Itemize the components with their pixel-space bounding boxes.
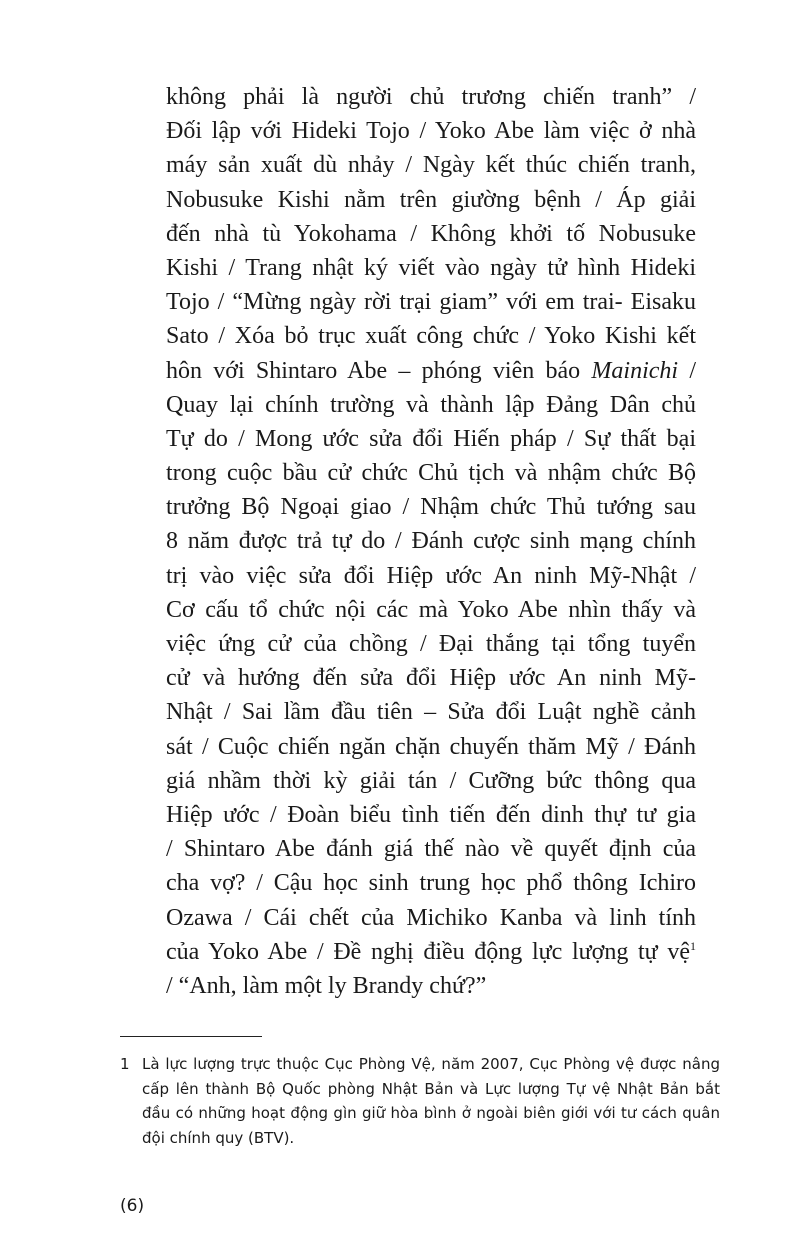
text-line <box>166 354 696 388</box>
text-line: Sato / Xóa bỏ trục xuất công chức / Yoko Kishi kết <box>166 323 696 350</box>
text-line: Ozawa / Cái chết của Michiko Kanba và linh tính <box>166 904 696 931</box>
text-line: Hiệp ước / Đoàn biểu tình tiến đến dinh thự tư gia <box>166 801 696 828</box>
text-line-part: hôn với Shintaro Abe – phóng viên báo <box>166 357 592 384</box>
text-line: / “Anh, làm một ly Brandy chứ?” <box>166 972 487 999</box>
footnote-line: cấp lên thành Bộ Quốc phòng Nhật Bản và Lực lượng Tự vệ Nhật Bản bắt <box>142 1079 720 1098</box>
text-line: Nhật / Sai lầm đầu tiên – Sửa đổi Luật nghề cảnh <box>166 699 696 726</box>
text-line: giá nhầm thời kỳ giải tán / Cưỡng bức thông qua <box>166 767 696 794</box>
body-text <box>166 80 696 1003</box>
text-line <box>166 935 696 969</box>
newspaper-name: Mainichi <box>591 357 679 384</box>
page-number: (6) <box>120 1196 145 1216</box>
text-line: sát / Cuộc chiến ngăn chặn chuyến thăm Mỹ / Đánh <box>166 733 696 760</box>
footnote-separator <box>120 1036 262 1037</box>
text-line: 8 năm được trả tự do / Đánh cược sinh mạng chính <box>166 528 696 555</box>
text-line: việc ứng cử của chồng / Đại thắng tại tổng tuyển <box>166 631 696 657</box>
footnote-text <box>142 1052 720 1150</box>
text-line-part: của Yoko Abe / Đề nghị điều động lực lượng tự vệ <box>166 938 690 965</box>
text-line: trong cuộc bầu cử chức Chủ tịch và nhậm chức Bộ <box>166 460 696 487</box>
footnote-line: đầu có những hoạt động gìn giữ hòa bình ở ngoài biên giới với tư cách quân <box>142 1104 720 1122</box>
text-line: trưởng Bộ Ngoại giao / Nhậm chức Thủ tướng sau <box>166 494 696 521</box>
footnote-line: Là lực lượng trực thuộc Cục Phòng Vệ, năm 2007, Cục Phòng vệ được nâng <box>142 1055 720 1073</box>
text-line: / Shintaro Abe đánh giá thế nào về quyết định của <box>166 836 696 863</box>
text-line: trị vào việc sửa đổi Hiệp ước An ninh Mỹ-Nhật / <box>166 562 696 589</box>
text-line: Tojo / “Mừng ngày rời trại giam” với em trai- Eisaku <box>166 289 696 316</box>
footnote-number: 1 <box>120 1055 130 1073</box>
text-line: Kishi / Trang nhật ký viết vào ngày tử hình Hideki <box>166 254 696 281</box>
text-line-part: / <box>678 357 696 384</box>
footnote-reference: 1 <box>690 938 696 953</box>
text-line: đến nhà tù Yokohama / Không khởi tố Nobusuke <box>166 220 696 247</box>
text-line: cử và hướng đến sửa đổi Hiệp ước An ninh Mỹ- <box>166 665 696 692</box>
text-line: Tự do / Mong ước sửa đổi Hiến pháp / Sự thất bại <box>166 425 696 452</box>
text-line: cha vợ? / Cậu học sinh trung học phổ thông Ichiro <box>166 870 696 897</box>
text-line: không phải là người chủ trương chiến tranh” / <box>166 84 696 110</box>
text-line: Quay lại chính trường và thành lập Đảng Dân chủ <box>166 391 696 418</box>
text-line: Cơ cấu tổ chức nội các mà Yoko Abe nhìn thấy và <box>166 596 696 623</box>
text-line: Nobusuke Kishi nằm trên giường bệnh / Áp giải <box>166 186 696 213</box>
footnote-line: đội chính quy (BTV). <box>142 1128 295 1147</box>
text-line: máy sản xuất dù nhảy / Ngày kết thúc chiến tranh, <box>166 152 696 179</box>
text-line: Đối lập với Hideki Tojo / Yoko Abe làm việc ở nhà <box>166 118 696 145</box>
